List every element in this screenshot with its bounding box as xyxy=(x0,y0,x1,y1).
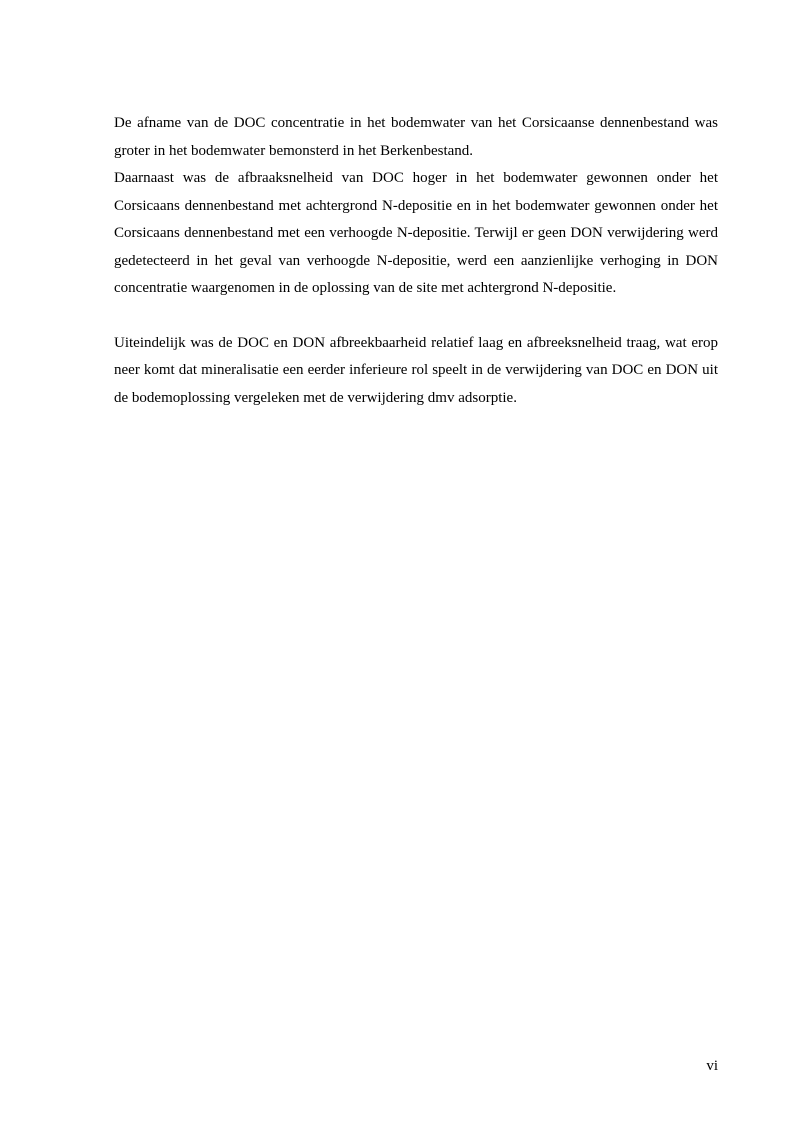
page-number: vi xyxy=(706,1058,718,1074)
paragraph-spacer xyxy=(114,303,718,330)
paragraph-2: Daarnaast was de afbraaksnelheid van DOC hoger in het bodemwater gewonnen onder het Corsicaans dennenbestand met achtergrond N-depositie en in het bodemwater gewonnen onder het Corsicaans dennenbestand met een verhoogde N-depositie. Terwijl er geen DON verwijdering werd gedetecteerd in het geval van verhoogde N-depositie, werd een aanzienlijke verhoging in DON concentratie waargenomen in de oplossing van de site met achtergrond N-depositie. xyxy=(114,170,718,296)
body-text xyxy=(114,110,718,412)
paragraph-1: De afname van de DOC concentratie in het bodemwater van het Corsicaanse dennenbestand was groter in het bodemwater bemonsterd in het Berkenbestand. xyxy=(114,115,718,159)
paragraph-3: Uiteindelijk was de DOC en DON afbreekbaarheid relatief laag en afbreeksnelheid traag, wat erop neer komt dat mineralisatie een eerder inferieure rol speelt in de verwijdering van DOC en DON uit de bodemoplossing vergeleken met de verwijdering dmv adsorptie. xyxy=(114,334,718,406)
